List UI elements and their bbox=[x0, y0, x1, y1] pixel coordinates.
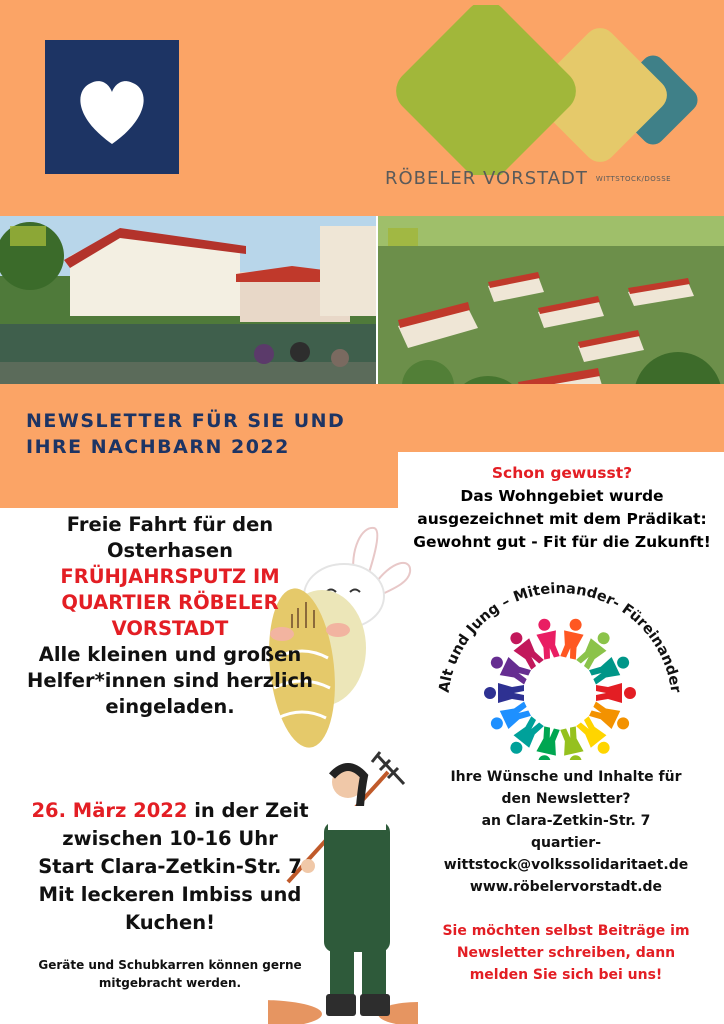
contact-info bbox=[408, 766, 724, 898]
event-title-line: FRÜHJAHRSPUTZ IM bbox=[60, 565, 280, 588]
people-ring-icon bbox=[484, 617, 636, 760]
did-you-know-box bbox=[400, 462, 724, 554]
person-figure-icon bbox=[558, 617, 586, 660]
event-invite-line: Alle kleinen und großen bbox=[38, 643, 302, 666]
newsletter-title bbox=[26, 408, 386, 460]
event-invite-line: eingeladen. bbox=[105, 695, 235, 718]
orange-corner bbox=[398, 384, 724, 452]
cta-line: Sie möchten selbst Beiträge im bbox=[442, 923, 690, 939]
brand-name bbox=[385, 168, 671, 189]
cta-line: Newsletter schreiben, dann bbox=[456, 945, 676, 961]
did-you-know-line: ausgezeichnet mit dem Prädikat: bbox=[417, 510, 707, 528]
equipment-note-line: Geräte und Schubkarren können gerne bbox=[38, 958, 302, 972]
event-title-line: VORSTADT bbox=[111, 617, 229, 640]
event-detail-line: Kuchen! bbox=[124, 911, 216, 934]
heart-icon bbox=[45, 40, 179, 174]
call-to-action bbox=[408, 920, 724, 986]
contact-line: quartier- bbox=[530, 835, 602, 851]
contact-line: an Clara-Zetkin-Str. 7 bbox=[481, 813, 651, 829]
contact-line: den Newsletter? bbox=[501, 791, 631, 807]
photo-houses-pond bbox=[0, 216, 376, 384]
brand-subtitle: WITTSTOCK/DOSSE bbox=[595, 175, 672, 183]
did-you-know-line: Das Wohngebiet wurde bbox=[460, 487, 664, 505]
community-circle-graphic bbox=[420, 575, 700, 760]
event-invite-line: Helfer*innen sind herzlich bbox=[27, 669, 313, 692]
event-date-line bbox=[10, 797, 330, 825]
person-figure-icon bbox=[484, 683, 524, 703]
cta-line: melden Sie sich bei uns! bbox=[469, 967, 663, 983]
circle-slogan: Alt und Jung – Miteinander- Füreinander bbox=[436, 580, 684, 694]
contact-line: Ihre Wünsche und Inhalte für bbox=[450, 769, 682, 785]
heart-logo-box bbox=[45, 40, 179, 174]
equipment-note bbox=[20, 956, 320, 992]
brand-diamonds-logo bbox=[380, 5, 710, 175]
event-detail-line: Start Clara-Zetkin-Str. 7 bbox=[38, 855, 302, 878]
event-intro-line: Freie Fahrt für den bbox=[66, 513, 274, 536]
event-date-rest: in der Zeit bbox=[187, 799, 309, 822]
did-you-know-heading: Schon gewusst? bbox=[491, 464, 633, 482]
event-details bbox=[10, 797, 330, 937]
did-you-know-line: Gewohnt gut - Fit für die Zukunft! bbox=[413, 533, 711, 551]
event-title-line: QUARTIER RÖBELER bbox=[61, 591, 279, 614]
event-intro-line: Osterhasen bbox=[106, 539, 234, 562]
newsletter-title-line: NEWSLETTER FÜR SIE UND bbox=[26, 410, 346, 432]
equipment-note-line: mitgebracht werden. bbox=[98, 976, 242, 990]
person-figure-icon bbox=[533, 617, 561, 660]
newsletter-title-line: IHRE NACHBARN 2022 bbox=[26, 436, 290, 458]
person-figure-icon bbox=[596, 683, 636, 703]
contact-email[interactable]: wittstock@volkssolidaritaet.de bbox=[443, 857, 689, 873]
event-date: 26. März 2022 bbox=[31, 799, 188, 822]
contact-website[interactable]: www.röbelervorstadt.de bbox=[469, 879, 663, 895]
brand-title: RÖBELER VORSTADT bbox=[385, 168, 588, 189]
event-detail-line: zwischen 10-16 Uhr bbox=[62, 827, 278, 850]
event-detail-line: Mit leckeren Imbiss und bbox=[38, 883, 302, 906]
svg-text:Alt und Jung – Miteinander- Fü bbox=[437, 581, 684, 695]
event-text bbox=[10, 512, 330, 720]
